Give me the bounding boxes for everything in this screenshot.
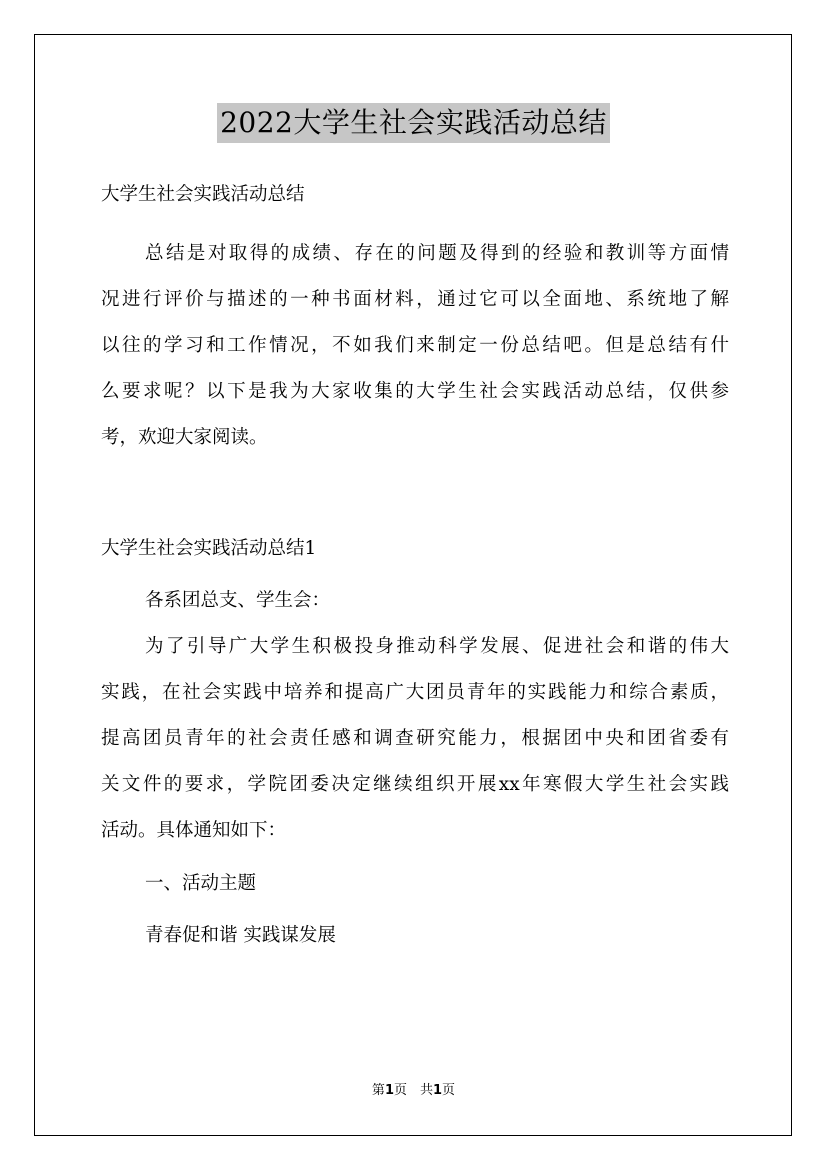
body-line-5: 活动。具体通知如下：: [101, 820, 287, 841]
intro-line-4: 么要求呢？以下是我为大家收集的大学生社会实践活动总结，仅供参: [101, 381, 729, 402]
intro-line-1: 总结是对取得的成绩、存在的问题及得到的经验和教训等方面情: [145, 243, 729, 264]
footer-suffix: 页: [442, 1083, 456, 1098]
page-footer: [0, 1081, 827, 1101]
footer-prefix: 第: [371, 1083, 385, 1098]
intro-heading: 大学生社会实践活动总结: [101, 184, 305, 205]
footer-page-number: 1: [384, 1083, 394, 1098]
title-container: [0, 103, 827, 143]
intro-line-5: 考，欢迎大家阅读。: [101, 427, 268, 448]
intro-line-3: 以往的学习和工作情况，不如我们来制定一份总结吧。但是总结有什: [101, 335, 729, 356]
intro-line-2: 况进行评价与描述的一种书面材料，通过它可以全面地、系统地了解: [101, 289, 729, 310]
document-body: [101, 172, 729, 959]
theme-text: 青春促和谐 实践谋发展: [145, 925, 336, 946]
body-line-2: 实践，在社会实践中培养和提高广大团员青年的实践能力和综合素质，: [101, 682, 729, 703]
spacer: [101, 461, 729, 519]
footer-total-pages: 1: [433, 1083, 443, 1098]
footer-mid: 页 共: [393, 1083, 433, 1098]
section-heading: 大学生社会实践活动总结1: [101, 538, 317, 559]
document-title: 2022大学生社会实践活动总结: [217, 103, 610, 143]
subheading-theme: 一、活动主题: [145, 873, 257, 894]
body-line-1: 为了引导广大学生积极投身推动科学发展、促进社会和谐的伟大: [145, 636, 729, 657]
salutation: 各系团总支、学生会：: [145, 590, 331, 611]
body-line-4: 关文件的要求，学院团委决定继续组织开展xx年寒假大学生社会实践: [101, 774, 729, 795]
spacer: [101, 218, 729, 231]
body-line-3: 提高团员青年的社会责任感和调查研究能力，根据团中央和团省委有: [101, 728, 729, 749]
